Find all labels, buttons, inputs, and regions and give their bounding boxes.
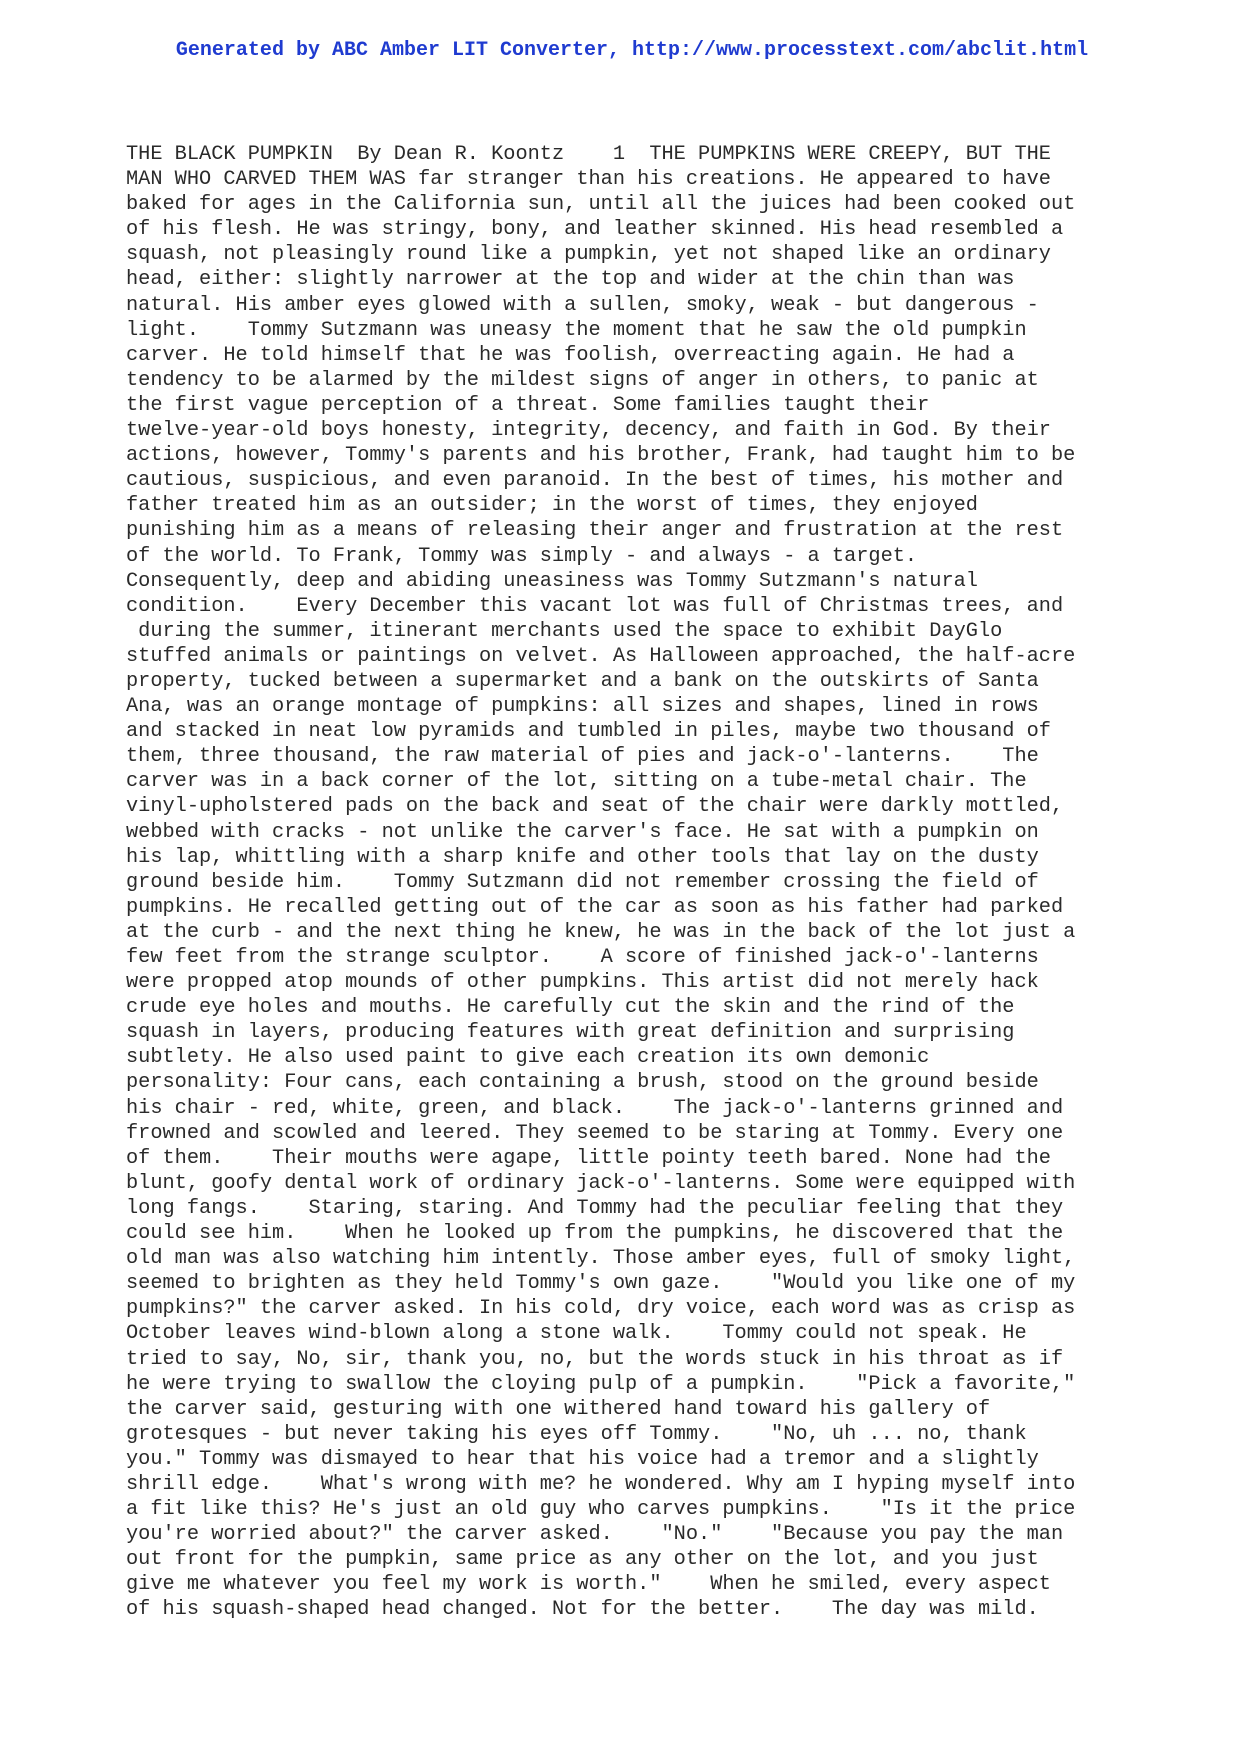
text-line: out front for the pumpkin, same price as any other on the lot, and you just xyxy=(126,1548,1039,1572)
text-line: punishing him as a means of releasing their anger and frustration at the rest xyxy=(126,519,1064,543)
text-line: his chair - red, white, green, and black. The jack-o'-lanterns grinned and xyxy=(126,1096,1064,1120)
text-line: pumpkins. He recalled getting out of the car as soon as his father had parked xyxy=(126,895,1064,919)
text-line: light. Tommy Sutzmann was uneasy the moment that he saw the old pumpkin xyxy=(126,318,1027,342)
text-line: Consequently, deep and abiding uneasiness was Tommy Sutzmann's natural xyxy=(126,569,978,593)
text-line: frowned and scowled and leered. They seemed to be staring at Tommy. Every one xyxy=(126,1121,1064,1145)
text-line: head, either: slightly narrower at the top and wider at the chin than was xyxy=(126,268,1015,292)
text-line: father treated him as an outsider; in the worst of times, they enjoyed xyxy=(126,494,978,518)
text-line: his lap, whittling with a sharp knife and other tools that lay on the dusty xyxy=(126,845,1039,869)
text-line: property, tucked between a supermarket and a bank on the outskirts of Santa xyxy=(126,669,1039,693)
text-line: October leaves wind-blown along a stone walk. Tommy could not speak. He xyxy=(126,1322,1027,1346)
text-line: the carver said, gesturing with one withered hand toward his gallery of xyxy=(126,1397,991,1421)
text-line: grotesques - but never taking his eyes off Tommy. "No, uh ... no, thank xyxy=(126,1422,1027,1446)
text-line: carver. He told himself that he was foolish, overreacting again. He had a xyxy=(126,343,1015,367)
text-line: he were trying to swallow the cloying pulp of a pumpkin. "Pick a favorite," xyxy=(126,1372,1076,1396)
text-line: squash in layers, producing features with great definition and surprising xyxy=(126,1021,1015,1045)
text-line: the first vague perception of a threat. Some families taught their xyxy=(126,393,930,417)
text-line: at the curb - and the next thing he knew, he was in the back of the lot just a xyxy=(126,920,1076,944)
text-line: tendency to be alarmed by the mildest signs of anger in others, to panic at xyxy=(126,368,1039,392)
text-line: them, three thousand, the raw material of pies and jack-o'-lanterns. The xyxy=(126,745,1039,769)
text-line: seemed to brighten as they held Tommy's own gaze. "Would you like one of my xyxy=(126,1272,1076,1296)
text-line: ground beside him. Tommy Sutzmann did not remember crossing the field of xyxy=(126,870,1039,894)
text-line: of his squash-shaped head changed. Not for the better. The day was mild. xyxy=(126,1598,1039,1622)
text-line: crude eye holes and mouths. He carefully cut the skin and the rind of the xyxy=(126,996,1015,1020)
story-body xyxy=(126,142,1126,1623)
text-line: THE BLACK PUMPKIN By Dean R. Koontz 1 THE PUMPKINS WERE CREEPY, BUT THE xyxy=(126,143,1051,166)
text-line: were propped atop mounds of other pumpkins. This artist did not merely hack xyxy=(126,971,1039,995)
text-line: tried to say, No, sir, thank you, no, but the words stuck in his throat as if xyxy=(126,1347,1064,1371)
text-line: webbed with cracks - not unlike the carver's face. He sat with a pumpkin on xyxy=(126,820,1039,844)
text-line: carver was in a back corner of the lot, sitting on a tube-metal chair. The xyxy=(126,770,1027,794)
text-line: blunt, goofy dental work of ordinary jack-o'-lanterns. Some were equipped with xyxy=(126,1171,1076,1195)
text-line: personality: Four cans, each containing a brush, stood on the ground beside xyxy=(126,1071,1039,1095)
converter-header-text: Generated by ABC Amber LIT Converter, http://www.processtext.com/abclit.html xyxy=(175,39,1089,62)
text-line: and stacked in neat low pyramids and tumbled in piles, maybe two thousand of xyxy=(126,720,1051,744)
text-line: MAN WHO CARVED THEM WAS far stranger than his creations. He appeared to have xyxy=(126,168,1051,192)
text-line: stuffed animals or paintings on velvet. As Halloween approached, the half-acre xyxy=(126,644,1076,668)
text-line: squash, not pleasingly round like a pumpkin, yet not shaped like an ordinary xyxy=(126,243,1051,267)
text-line: subtlety. He also used paint to give each creation its own demonic xyxy=(126,1046,930,1070)
text-line: give me whatever you feel my work is worth." When he smiled, every aspect xyxy=(126,1573,1051,1597)
text-line: could see him. When he looked up from the pumpkins, he discovered that the xyxy=(126,1222,1064,1246)
text-line: during the summer, itinerant merchants used the space to exhibit DayGlo xyxy=(126,619,1003,643)
text-line: twelve-year-old boys honesty, integrity, decency, and faith in God. By their xyxy=(126,419,1051,443)
text-line: shrill edge. What's wrong with me? he wondered. Why am I hyping myself into xyxy=(126,1472,1076,1496)
text-line: few feet from the strange sculptor. A score of finished jack-o'-lanterns xyxy=(126,946,1039,969)
text-line: of the world. To Frank, Tommy was simply - and always - a target. xyxy=(126,544,918,568)
text-line: natural. His amber eyes glowed with a sullen, smoky, weak - but dangerous - xyxy=(126,293,1039,317)
text-line: baked for ages in the California sun, until all the juices had been cooked out xyxy=(126,193,1076,217)
text-line: Ana, was an orange montage of pumpkins: all sizes and shapes, lined in rows xyxy=(126,695,1039,719)
text-line: cautious, suspicious, and even paranoid. In the best of times, his mother and xyxy=(126,469,1064,493)
text-line: condition. Every December this vacant lot was full of Christmas trees, and xyxy=(126,594,1064,618)
text-line: vinyl-upholstered pads on the back and seat of the chair were darkly mottled, xyxy=(126,795,1064,819)
text-line: of his flesh. He was stringy, bony, and leather skinned. His head resembled a xyxy=(126,218,1064,242)
text-line: of them. Their mouths were agape, little pointy teeth bared. None had the xyxy=(126,1146,1051,1170)
text-line: pumpkins?" the carver asked. In his cold, dry voice, each word was as crisp as xyxy=(126,1297,1076,1321)
text-line: long fangs. Staring, staring. And Tommy had the peculiar feeling that they xyxy=(126,1196,1064,1220)
text-line: you." Tommy was dismayed to hear that his voice had a tremor and a slightly xyxy=(126,1447,1039,1471)
text-line: a fit like this? He's just an old guy who carves pumpkins. "Is it the price xyxy=(126,1498,1076,1522)
text-line: old man was also watching him intently. Those amber eyes, full of smoky light, xyxy=(126,1247,1076,1271)
text-line: actions, however, Tommy's parents and his brother, Frank, had taught him to be xyxy=(126,444,1076,468)
text-line: you're worried about?" the carver asked. "No." "Because you pay the man xyxy=(126,1523,1064,1547)
converter-header xyxy=(0,12,1240,64)
